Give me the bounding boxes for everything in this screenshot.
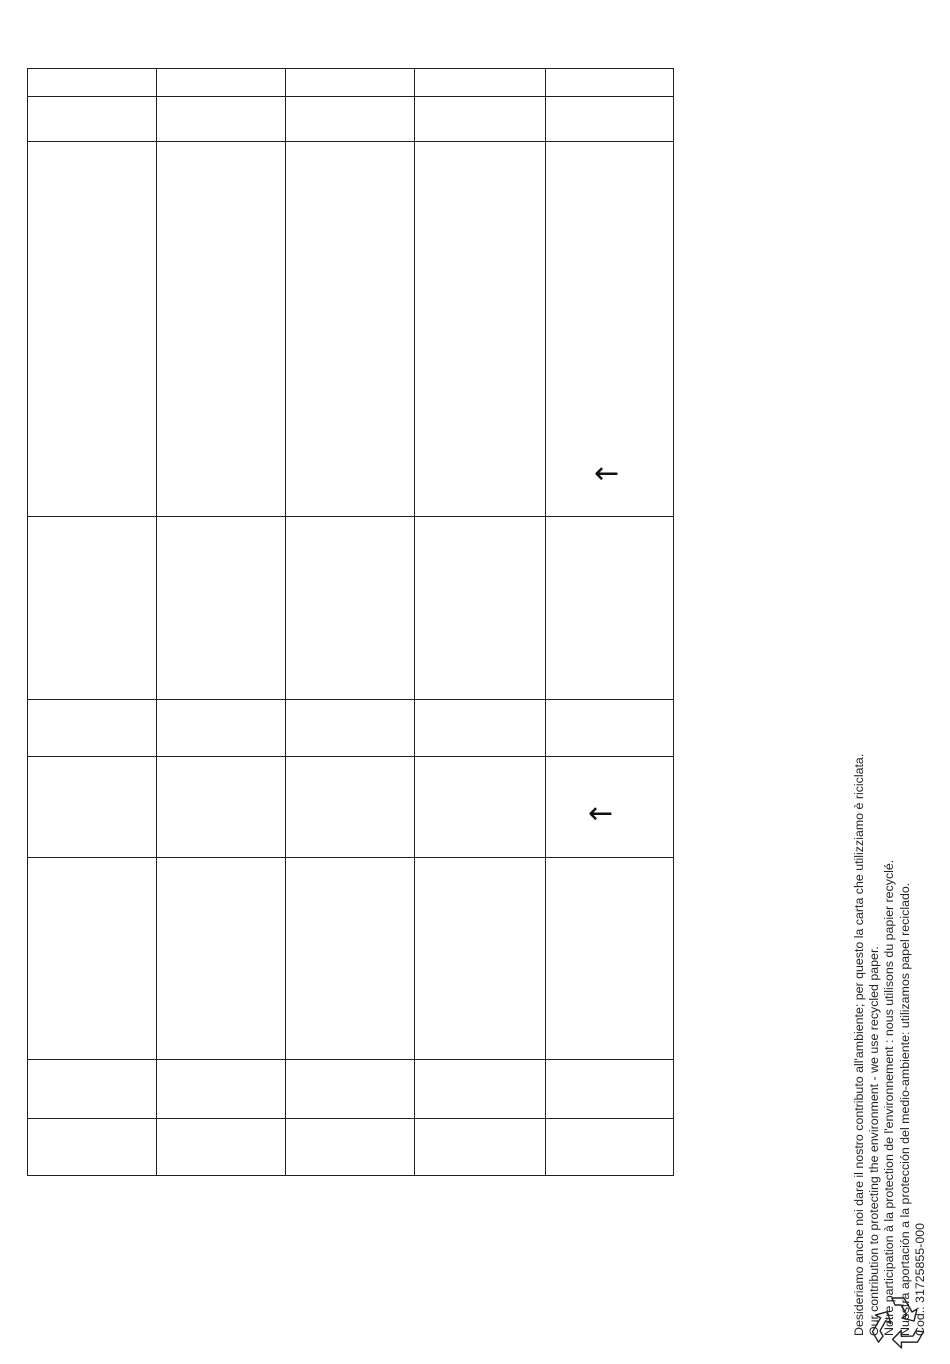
left-arrow-icon: ←: [594, 456, 620, 491]
column-divider: [414, 69, 415, 1175]
notice-line-french: Notre participation à la protection de l'environnement : nous utilisons du papier recyclé.: [882, 859, 897, 1336]
notice-line-english: Our contribution to protecting the environment - we use recycled paper.: [867, 946, 882, 1336]
row-divider: [28, 756, 673, 757]
notice-line-spanish: Nuestra aportación a la protección del medio-ambiente: utilizamos papel reciclado.: [897, 882, 912, 1336]
row-divider: [28, 1118, 673, 1119]
row-divider: [28, 96, 673, 97]
row-divider: [28, 516, 673, 517]
empty-table-grid: [27, 68, 674, 1176]
row-divider: [28, 141, 673, 142]
row-divider: [28, 699, 673, 700]
document-code: Cod.: 31725855-000: [912, 1223, 927, 1336]
recycle-icon: [860, 1286, 936, 1362]
left-arrow-icon: ←: [588, 796, 614, 831]
row-divider: [28, 1059, 673, 1060]
row-divider: [28, 857, 673, 858]
recycled-paper-notice: [852, 636, 928, 1336]
column-divider: [156, 69, 157, 1175]
column-divider: [545, 69, 546, 1175]
notice-line-italian: Desideriamo anche noi dare il nostro contributo all'ambiente; per questo la carta che utilizziamo è riciclata.: [852, 753, 866, 1336]
column-divider: [285, 69, 286, 1175]
